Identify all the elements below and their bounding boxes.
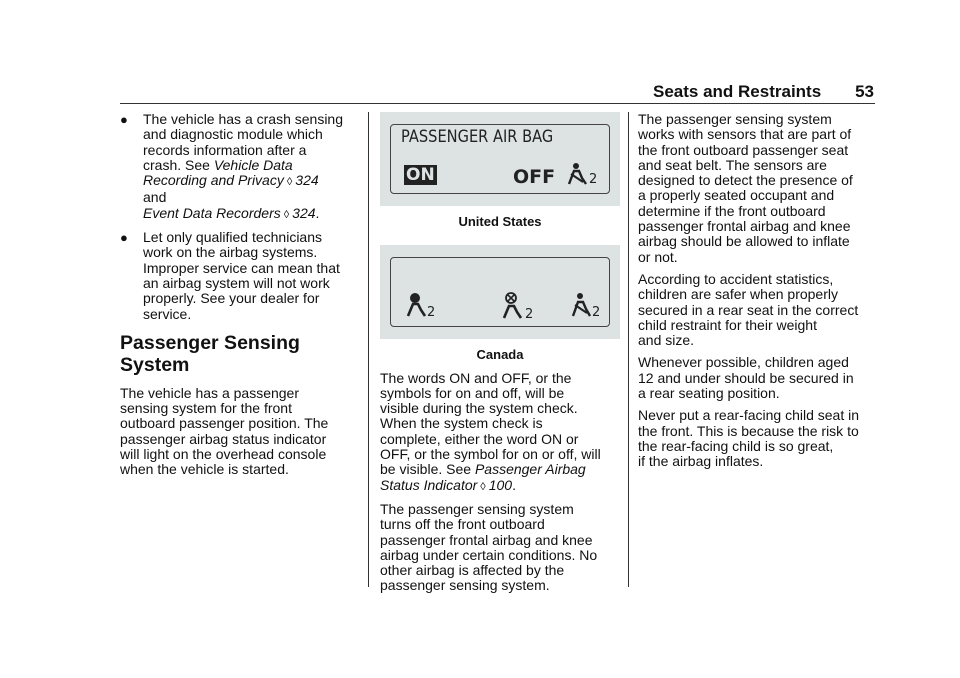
section-title: Seats and Restraints <box>653 82 822 101</box>
page-ref-icon: ◊ <box>480 480 486 493</box>
text-line: The passenger sensing system <box>638 111 832 127</box>
bullet-dot: ● <box>120 230 128 246</box>
bullet-text <box>143 112 358 223</box>
text-line: properly. See your dealer for <box>143 290 320 307</box>
text-line: the rear-facing child is so great, <box>638 437 834 454</box>
link-event-data-recorders[interactable]: Event Data Recorders <box>143 204 281 221</box>
paragraph-statistics <box>638 272 878 348</box>
header-rule <box>120 103 875 104</box>
text-line: Never put a rear-facing child seat in <box>638 407 859 424</box>
text-line: OFF, or the symbol for on or off, will <box>380 446 601 463</box>
link-vehicle-data[interactable]: Vehicle Data <box>213 156 293 173</box>
text-line <box>380 462 620 477</box>
text-line: and seat belt. The sensors are <box>638 156 827 173</box>
column-divider-2 <box>628 112 629 587</box>
text-line: child restraint for their weight <box>638 316 817 333</box>
text-line: the front. This is because the risk to <box>638 422 859 439</box>
canada-caption: Canada <box>476 347 524 363</box>
text-line: passenger sensing system. <box>380 577 550 594</box>
icon-number: 2 <box>427 305 436 319</box>
text-line: passenger frontal airbag and knee <box>638 218 851 235</box>
text-line: symbols for on and off, will be <box>380 384 565 401</box>
page-number: 53 <box>855 82 874 101</box>
column-2 <box>380 112 620 601</box>
icon-number: 2 <box>589 172 598 186</box>
text-line: other airbag is affected by the <box>380 562 565 579</box>
indicator-title: PASSENGER AIR BAG <box>401 127 554 147</box>
period: . <box>315 204 320 221</box>
page-ref-icon: ◊ <box>286 176 293 189</box>
paragraph-children-rear <box>638 355 878 401</box>
text-line <box>143 206 358 223</box>
text-line: 12 and under should be secured in <box>638 369 854 386</box>
text-line: Whenever possible, children aged <box>638 354 849 371</box>
column-divider-1 <box>368 112 369 587</box>
indicator-display <box>390 124 610 194</box>
link-status-indicator[interactable]: Status Indicator <box>380 476 478 493</box>
bullet-crash-module <box>120 112 358 223</box>
icon-number: 2 <box>592 305 601 319</box>
link-passenger-airbag[interactable]: Passenger Airbag <box>474 461 586 478</box>
indicator-display <box>390 257 610 327</box>
text-line: The vehicle has a crash sensing <box>143 111 343 127</box>
text-line: and <box>143 189 167 206</box>
text-line: a properly seated occupant and <box>638 187 835 204</box>
link-recording-privacy[interactable]: Recording and Privacy <box>143 172 284 189</box>
text-line: and diagnostic module which <box>143 126 323 143</box>
seatbelt-occupant-icon <box>569 292 603 318</box>
text-line: will light on the overhead console <box>120 446 327 463</box>
paragraph-intro <box>120 386 358 478</box>
text-line: the front outboard passenger seat <box>638 141 849 158</box>
text-line: passenger airbag status indicator <box>120 430 327 447</box>
text-line <box>143 158 358 173</box>
canada-indicator-figure <box>380 245 620 339</box>
text-line: an airbag system will not work <box>143 274 330 291</box>
paragraph-system-check <box>380 371 620 495</box>
text-line: Let only qualified technicians <box>143 229 323 246</box>
text-line: The words ON and OFF, or the <box>380 369 572 386</box>
text-line: if the airbag inflates. <box>638 453 764 470</box>
see-text: crash. See <box>143 156 214 173</box>
period: . <box>512 476 516 493</box>
text-line: records information after a <box>143 141 307 158</box>
text-line: sensing system for the front <box>120 400 292 417</box>
text-line: determine if the front outboard <box>638 202 826 219</box>
text-line: airbag under certain conditions. No <box>380 546 598 563</box>
text-line <box>380 478 620 495</box>
bullet-qualified-technicians <box>120 230 358 322</box>
text-line: turns off the front outboard <box>380 516 545 533</box>
text-line: outboard passenger position. The <box>120 415 329 432</box>
paragraph-sensing-off <box>380 502 620 594</box>
text-line: a rear seating position. <box>638 385 780 402</box>
section-heading <box>120 332 358 376</box>
text-line: when the vehicle is started. <box>120 461 289 478</box>
text-line: The passenger sensing system <box>380 500 574 517</box>
text-line: According to accident statistics, <box>638 270 834 287</box>
text-line: work on the airbag systems. <box>143 244 318 261</box>
heading-line: System <box>120 353 190 376</box>
text-line: children are safer when properly <box>638 286 838 303</box>
text-line: complete, either the word ON or <box>380 430 579 447</box>
page-ref-icon: ◊ <box>283 208 290 221</box>
us-indicator-figure <box>380 112 620 206</box>
off-indicator: OFF <box>513 165 556 188</box>
text-line: secured in a rear seat in the correct <box>638 301 859 318</box>
page-ref[interactable]: 324 <box>295 172 319 189</box>
us-caption: United States <box>458 214 542 229</box>
see-text: be visible. See <box>380 461 475 478</box>
text-line: designed to detect the presence of <box>638 172 853 189</box>
text-line: When the system check is <box>380 415 543 432</box>
text-line: visible during the system check. <box>380 400 578 417</box>
running-header <box>650 82 874 104</box>
column-1 <box>120 112 358 485</box>
heading-line: Passenger Sensing <box>120 331 300 354</box>
occupant-off-icon <box>501 292 539 320</box>
text-line: and size. <box>638 332 695 349</box>
icon-number: 2 <box>525 307 534 321</box>
text-line: or not. <box>638 248 678 265</box>
paragraph-rear-facing <box>638 408 878 469</box>
seatbelt-occupant-icon <box>565 162 599 186</box>
text-line: service. <box>143 305 192 322</box>
occupant-on-icon <box>405 292 439 318</box>
text-line <box>143 173 358 190</box>
page-ref[interactable]: 100 <box>488 476 513 493</box>
page-ref[interactable]: 324 <box>292 204 316 221</box>
bullet-text <box>143 230 358 322</box>
column-3 <box>638 112 878 477</box>
text-line: The vehicle has a passenger <box>120 384 299 401</box>
text-line: passenger frontal airbag and knee <box>380 531 593 548</box>
text-line: airbag should be allowed to inflate <box>638 233 850 250</box>
text-line: works with sensors that are part of <box>638 126 852 143</box>
text-line: Improper service can mean that <box>143 259 340 276</box>
paragraph-sensors <box>638 112 878 265</box>
bullet-dot: ● <box>120 112 128 127</box>
on-indicator: ON <box>406 165 435 185</box>
